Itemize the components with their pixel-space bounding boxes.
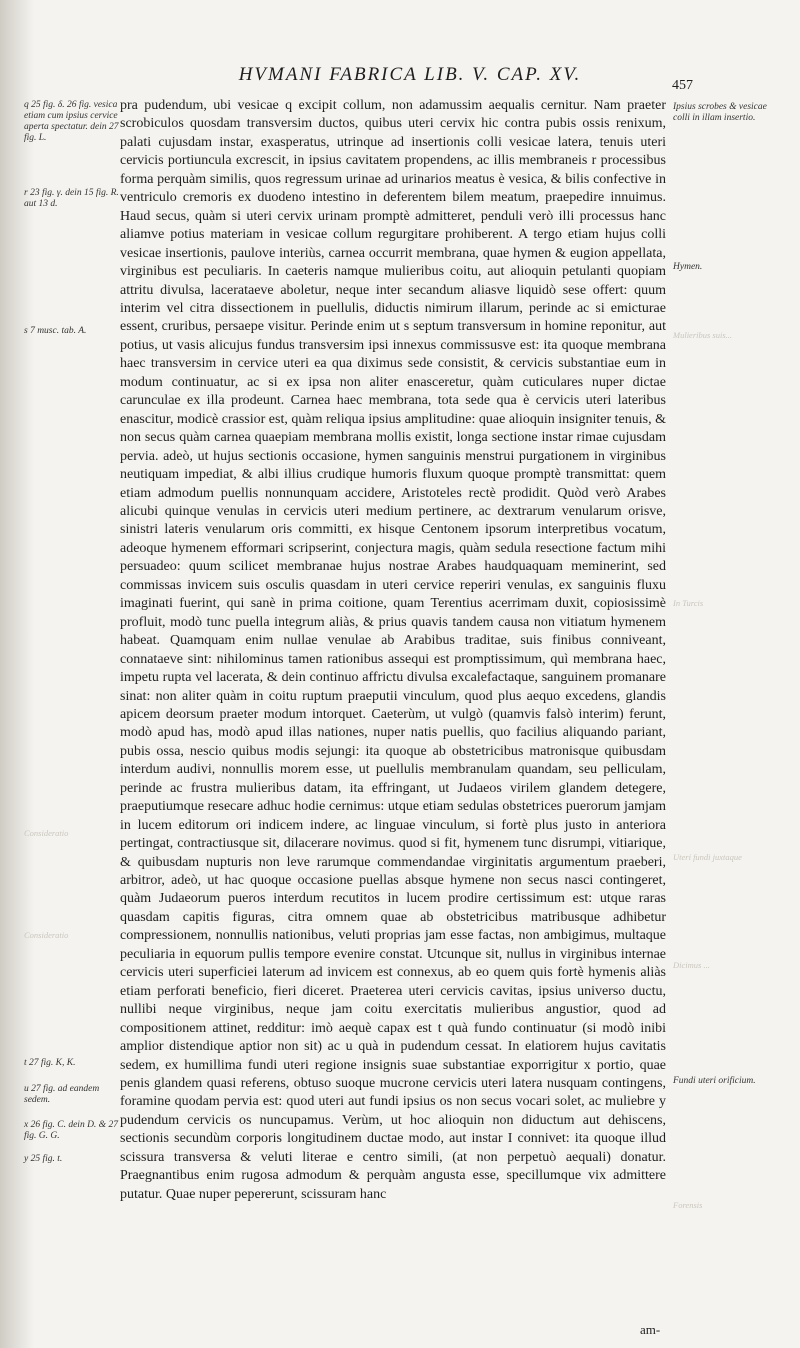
faint-margin-note: Uteri fundi juxtaque	[673, 852, 742, 862]
faint-margin-note: Consideratio	[24, 930, 69, 940]
faint-margin-note: Mulieribus suis...	[673, 330, 733, 340]
body-text: pra pudendum, ubi vesicae q excipit collum, non adamussim aequalis cernitur. Nam praeter scrobiculos quosdam transversim ductos, quibus uteri cervix hic contra pubis ossis renixum, palati cujusdam instar, exasperatus, utrinque ad insertionis colli vesicae latera, tenuis uteri cervicis portiuncula excrescit, in ipsius cavitatem propendens, ac illis membraneis r processibus forma perquàm similis, quos regressum urinae ad urinarios meatus è vesica, & bilis confective in ventriculo cremoris ex duodeno intestino in deferentem bilem meatum, praepedire innuimus. Haud secus, quàm si uteri cervix urinam promptè admitteret, penduli verò illi processus hanc aliamve potius materiam in vesicae collum regurgitare prohiberent. A tergo etiam hujus colli vesicae insertionis, paulove interiùs, carnea occurrit membrana, quae hymen & eugion appellata, virginibus est peculiaris. In caeteris namque mulieribus coitu, aut alioquin petulanti quopiam attritu divulsa, lacerataeve aboletur, neque inter secandum aliasve liquidò sese offert: quum interim vel citra dissectionem in puellulis, diductis nimirum illarum, perinde ac si emicturae essent, cruribus, persaepe visitur. Perinde enim ut s septum transversum in homine reponitur, aut potius, ut vasis alicujus fundus transversim ipsi innexus commissusve est: ita quoque membrana haec transversim in cervice uteri ea qua diximus sede consistit, & cervicis substantiae eum in modum continuatur, ac si ex ipsa non aliter enasceretur, quàm cuticulares nuper dictae carunculae ex illa prodeunt. Carnea haec membrana, tota sede qua è cervicis uteri lateribus enascitur, modicè crassior est, quàm reliqua ipsius amplitudine: quae alioquin insigniter tenuis, & non secus quàm carnea quaepiam membrana mollis existit, longa sectione instar rimae cujusdam pervia. adeò, ut hujus sectionis occasione, hymen sanguinis menstrui purgationem in virginibus neutiquam impediat, & albi illius crudique humoris fluxum quoque promptè transmittat: quem etiam admodum puellis nonnunquam accidere, Aristoteles rectè prodidit. Quòd verò Arabes alicubi quinque venulas in cervicis uteri medium pertinere, ac dextrarum venularum orisve, sinistri lateris venularum oris committi, ex hisque Centonem ipsorum interpretibus vocatum, adeoque hymenem efformari scripserint, conjectura magis, quàm sedula resectione factum mihi persuadeo: quum scilicet membranae hujus nostrae Arabes haudquaquam meminerint, sed commissas invicem suis osculis quasdam in uteri cervice reperiri venulas, ex sanguinis fluxu imaginati fuerint, qui sanè in prima coitione, quam Terentius acerrimam duxit, copiosissimè profluit, modò tunc puella integrum aliàs, & prius quavis tandem causa non vitiatum hymenem habeat. Quamquam enim nullae venulae ab Arabibus traditae, suis finibus conniveant, connataeve sint: nihilominus tamen rationibus assequi est promptissimum, quì membrana haec, impetu rupta vel lacerata, & dein continuo affrictu divulsa excalefactaque, sanguinem promanare sinat: non aliter quàm in coitu ruptum praeputii vinculum, quod plus aequo excedens, glandis apicem deorsum praeter modum intorquet. Caeterùm, ut vulgò (quamvis falsò interim) ferunt, modò apud has, modò apud illas nationes, nuper natis puellis, quo facilius aliquando pariant, pubis ossa, nescio quibus modis sejungi: ita quoque ab obstetricibus matronisque quibusdam interdum audivi, nonnullis morem esse, ut puellulis membranulam quandam, seu pelliculam, perinde ac frustra mulieribus datam, ita effringant, ut Judaeos virilem glandem detegere, praeputiumque resecare adhuc hodie cernimus: utque etiam sedulas obstetrices puerorum jamjam in lucem editorum ori indicem indere, ac linguae vinculum, si fortè plus justo in anteriora pertingat, contractiusque sit, dilacerare novimus. quod si fit, hymenem tunc disrumpi, vitiarique, & quibusdam nupturis non leve rarumque commendandae virginitatis argumentum praeberi, arbitror, adeò, ut hac quoque occasione puellas absque hymene non secus nasci contingeret, quàm Judaeorum pueros interdum recutitos in lucem prodire certissimum est: utque raras quasdam capitis figuras, citra omnem quae ab obstetricibus matribusque adhibetur compressionem, nonnullis nationibus, veluti proprias jam esse factas, non ambigimus, multaque peculiaria in equorum pullis tempore evenire constat. Utcunque sit, nullus in virginibus internae cervicis uteri superficiei laterum ad invicem est connexus, ab eo quem quis fortè hymenis aliàs etiam perforati beneficio, fieri diceret. Praeterea uteri cervicis cavitas, ipsius universo ductu, nullibi neque virginibus, neque jam coitu exercitatis mulieribus angustior, quod ad compositionem attinet, redditur: imò aequè capax est t quà fundo continuatur (si modò inibi amplior distendique aptior non sit) ac u quà in pudendum cessat. In elatiorem hujus cavitatis sedem, ex humillima fundi uteri regione insignis suae substantiae exporrigitur x portio, quae penis glandem quasi referens, obtuso suoque mucrone cervicis uteri latera nusquam contingens, foramine quodam pervia est: quod uteri aut fundi ipsius os non secus vocari solet, ac muliebre y pudendum cervicis os nuncupamus. Verùm, ut hoc alioquin non diductum aut dehiscens, sectionis secundùm corporis longitudinem ductae modo, aut instar I connivet: ita quoque illud scissura transversa & veluti literae e centro simili, (at non perpetuò aequali) donatur. Praegnantibus enim rugosa admodum & perquàm angusta esse, specillumque vix admittere putatur. Quae nuper pepererunt, scissuram hanc	[120, 98, 666, 1202]
margin-note-right: Ipsius scrobes & vesicae colli in illam insertio.	[673, 102, 767, 123]
margin-note-left: y 25 fig. t.	[24, 1154, 63, 1164]
faint-margin-note: Dicimus ...	[673, 960, 710, 970]
page-number: 457	[672, 78, 693, 93]
margin-note-left: u 27 fig. ad eandem sedem.	[24, 1084, 100, 1105]
margin-note-right: Hymen.	[673, 262, 703, 272]
margin-note-left: t 27 fig. K, K.	[24, 1058, 76, 1068]
faint-margin-note: Forensis	[673, 1200, 703, 1210]
margin-note-left: q 25 fig. δ. 26 fig. vesica etiam cum ipsius cervice aperta spectatur. dein 27 fig. L.	[24, 100, 119, 143]
margin-note-right: Fundi uteri orificium.	[673, 1076, 756, 1086]
catchword: am-	[640, 1322, 661, 1337]
margin-note-left: x 26 fig. C. dein D. & 27 fig. G. G.	[24, 1120, 118, 1141]
running-head: HVMANI FABRICA LIB. V. CAP. XV.	[238, 64, 582, 85]
faint-margin-note: In Turcis	[673, 598, 704, 608]
margin-note-left: s 7 musc. tab. A.	[24, 326, 87, 336]
margin-note-left: r 23 fig. γ. dein 15 fig. R. aut 13 d.	[24, 188, 119, 209]
faint-margin-note: Consideratio	[24, 828, 69, 838]
